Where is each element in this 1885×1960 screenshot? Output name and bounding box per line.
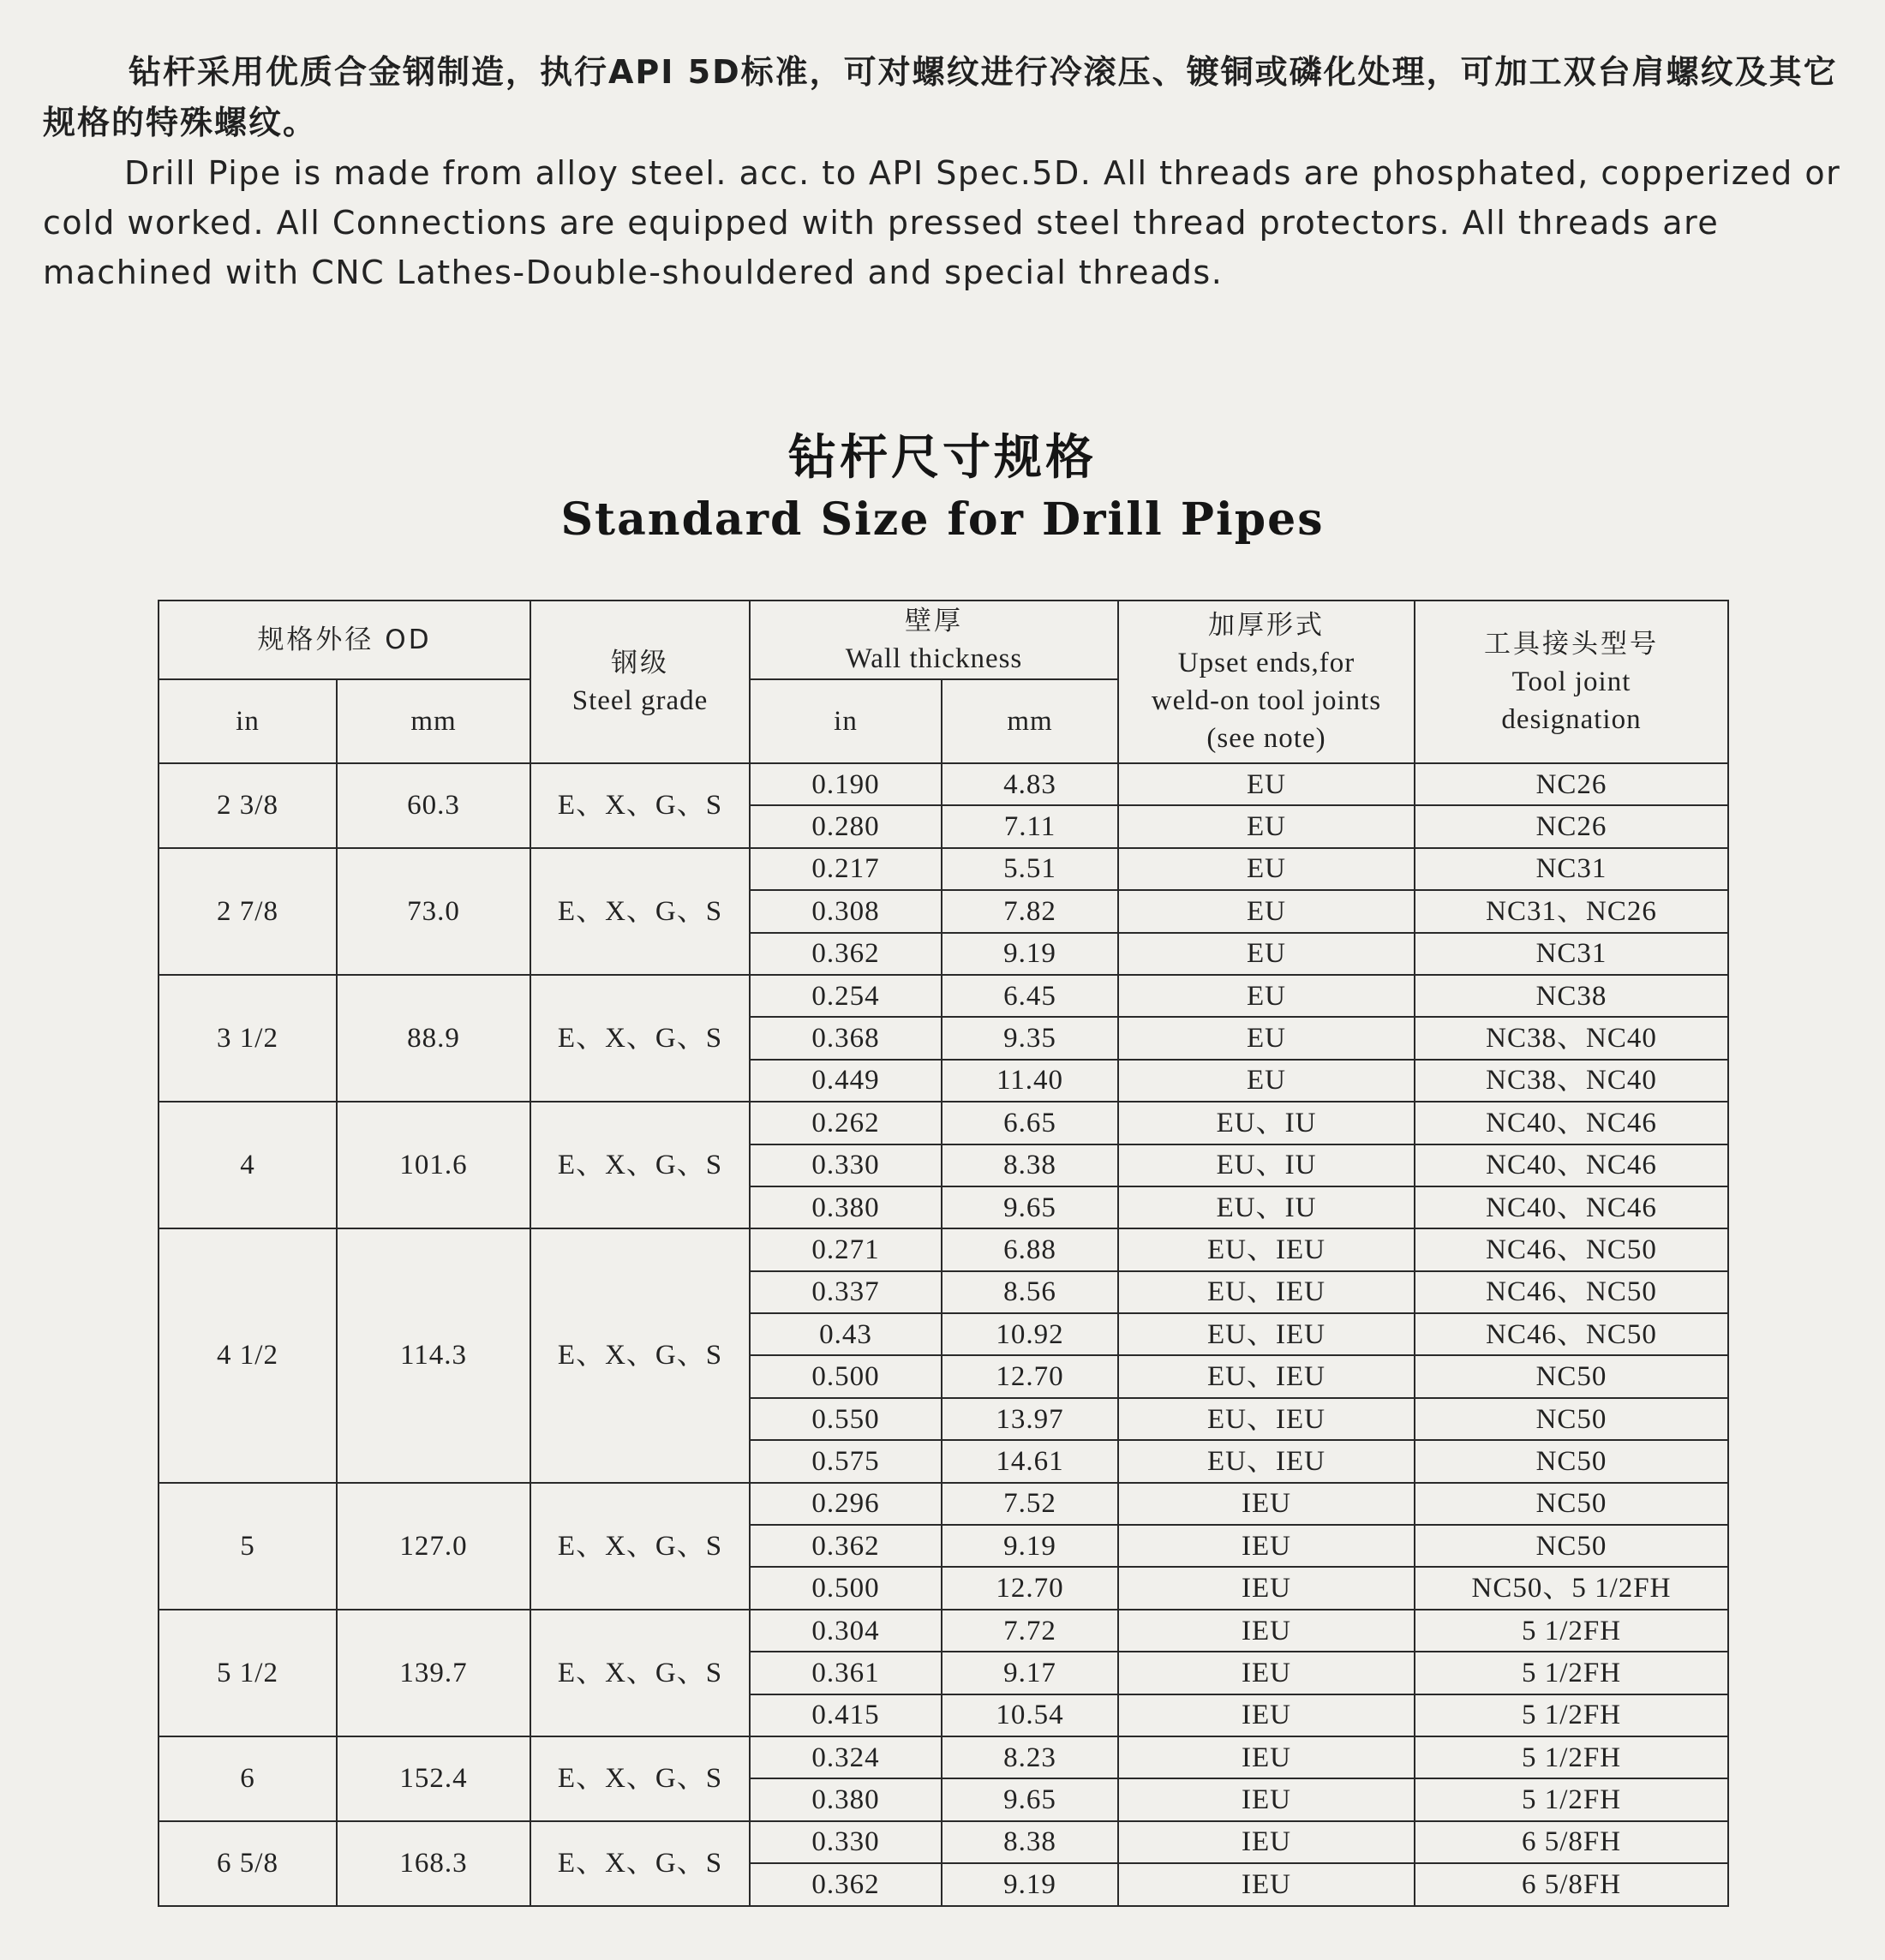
header-tool-en2: designation: [1501, 704, 1642, 735]
steel-grade-cell: E、X、G、S: [530, 1610, 750, 1736]
wall-in-cell: 0.362: [750, 1525, 942, 1567]
header-wall-in: in: [750, 679, 942, 763]
upset-cell: IEU: [1118, 1652, 1415, 1694]
upset-cell: EU、IEU: [1118, 1355, 1415, 1397]
upset-cell: EU、IU: [1118, 1102, 1415, 1144]
steel-grade-cell: E、X、G、S: [530, 1483, 750, 1610]
wall-mm-cell: 8.23: [942, 1736, 1118, 1778]
intro-section: [43, 47, 1851, 297]
wall-mm-cell: 10.92: [942, 1313, 1118, 1355]
wall-mm-cell: 10.54: [942, 1694, 1118, 1736]
upset-cell: EU、IEU: [1118, 1398, 1415, 1440]
header-od: [159, 601, 530, 679]
title-english: Standard Size for Drill Pipes: [560, 493, 1325, 546]
table-row: [159, 975, 1728, 1017]
steel-grade-cell: E、X、G、S: [530, 848, 750, 975]
header-tool-zh: 工具接头型号: [1484, 629, 1659, 660]
wall-in-cell: 0.308: [750, 890, 942, 932]
upset-cell: IEU: [1118, 1821, 1415, 1863]
upset-cell: EU、IEU: [1118, 1228, 1415, 1270]
wall-mm-cell: 9.19: [942, 1863, 1118, 1905]
wall-in-cell: 0.380: [750, 1186, 942, 1228]
tool-joint-cell: NC50: [1415, 1355, 1728, 1397]
tool-joint-cell: NC50: [1415, 1525, 1728, 1567]
tool-joint-cell: 5 1/2FH: [1415, 1652, 1728, 1694]
upset-cell: EU、IEU: [1118, 1440, 1415, 1482]
wall-mm-cell: 11.40: [942, 1060, 1118, 1102]
upset-cell: IEU: [1118, 1567, 1415, 1609]
tool-joint-cell: NC46、NC50: [1415, 1313, 1728, 1355]
wall-in-cell: 0.361: [750, 1652, 942, 1694]
upset-cell: EU: [1118, 1060, 1415, 1102]
od-mm-cell: 168.3: [337, 1821, 530, 1906]
upset-cell: EU、IU: [1118, 1186, 1415, 1228]
wall-in-cell: 0.271: [750, 1228, 942, 1270]
od-mm-cell: 101.6: [337, 1102, 530, 1228]
wall-in-cell: 0.362: [750, 1863, 942, 1905]
header-upset-zh: 加厚形式: [1208, 610, 1325, 641]
tool-joint-cell: 5 1/2FH: [1415, 1694, 1728, 1736]
wall-in-cell: 0.368: [750, 1017, 942, 1059]
tool-joint-cell: NC40、NC46: [1415, 1144, 1728, 1186]
table-header: [159, 601, 1728, 763]
tool-joint-cell: NC38: [1415, 975, 1728, 1017]
steel-grade-cell: E、X、G、S: [530, 975, 750, 1102]
tool-joint-cell: NC50: [1415, 1398, 1728, 1440]
tool-joint-cell: NC40、NC46: [1415, 1186, 1728, 1228]
od-mm-cell: 60.3: [337, 763, 530, 848]
wall-in-cell: 0.330: [750, 1821, 942, 1863]
header-upset-en2: weld-on tool joints: [1151, 685, 1382, 716]
header-wall-zh: 壁厚: [905, 606, 963, 636]
drill-pipe-spec-table: [158, 600, 1729, 1907]
wall-in-cell: 0.415: [750, 1694, 942, 1736]
table-title: [0, 424, 1885, 547]
steel-grade-cell: E、X、G、S: [530, 1736, 750, 1821]
upset-cell: EU: [1118, 933, 1415, 975]
tool-joint-cell: NC38、NC40: [1415, 1017, 1728, 1059]
wall-in-cell: 0.362: [750, 933, 942, 975]
wall-mm-cell: 6.65: [942, 1102, 1118, 1144]
tool-joint-cell: NC40、NC46: [1415, 1102, 1728, 1144]
wall-in-cell: 0.500: [750, 1355, 942, 1397]
upset-cell: EU: [1118, 1017, 1415, 1059]
od-mm-cell: 127.0: [337, 1483, 530, 1610]
table-row: [159, 763, 1728, 805]
od-mm-cell: 114.3: [337, 1228, 530, 1482]
upset-cell: IEU: [1118, 1778, 1415, 1820]
wall-mm-cell: 5.51: [942, 848, 1118, 890]
od-in-cell: 3 1/2: [159, 975, 337, 1102]
wall-mm-cell: 9.19: [942, 933, 1118, 975]
upset-cell: EU: [1118, 890, 1415, 932]
wall-in-cell: 0.550: [750, 1398, 942, 1440]
od-in-cell: 6 5/8: [159, 1821, 337, 1906]
wall-in-cell: 0.262: [750, 1102, 942, 1144]
wall-in-cell: 0.324: [750, 1736, 942, 1778]
tool-joint-cell: NC31: [1415, 933, 1728, 975]
tool-joint-cell: NC26: [1415, 805, 1728, 847]
wall-mm-cell: 14.61: [942, 1440, 1118, 1482]
upset-cell: IEU: [1118, 1610, 1415, 1652]
tool-joint-cell: 6 5/8FH: [1415, 1863, 1728, 1905]
header-upset-en3: (see note): [1206, 723, 1326, 754]
table-row: [159, 1821, 1728, 1863]
tool-joint-cell: NC26: [1415, 763, 1728, 805]
wall-mm-cell: 4.83: [942, 763, 1118, 805]
wall-mm-cell: 8.56: [942, 1271, 1118, 1313]
upset-cell: IEU: [1118, 1694, 1415, 1736]
od-in-cell: 4 1/2: [159, 1228, 337, 1482]
tool-joint-cell: 5 1/2FH: [1415, 1778, 1728, 1820]
header-grade-zh: 钢级: [611, 648, 669, 678]
tool-joint-cell: NC46、NC50: [1415, 1271, 1728, 1313]
tool-joint-cell: NC31: [1415, 848, 1728, 890]
tool-joint-cell: 5 1/2FH: [1415, 1610, 1728, 1652]
header-od-mm: mm: [337, 679, 530, 763]
wall-mm-cell: 9.35: [942, 1017, 1118, 1059]
upset-cell: EU、IEU: [1118, 1313, 1415, 1355]
header-steel-grade: [530, 601, 750, 763]
wall-mm-cell: 12.70: [942, 1567, 1118, 1609]
wall-mm-cell: 7.82: [942, 890, 1118, 932]
title-chinese: 钻杆尺寸规格: [788, 430, 1097, 486]
header-od-in: in: [159, 679, 337, 763]
wall-in-cell: 0.380: [750, 1778, 942, 1820]
upset-cell: IEU: [1118, 1483, 1415, 1525]
tool-joint-cell: NC50、5 1/2FH: [1415, 1567, 1728, 1609]
header-wall-en: Wall thickness: [845, 643, 1023, 674]
wall-mm-cell: 7.72: [942, 1610, 1118, 1652]
table-row: [159, 1483, 1728, 1525]
tool-joint-cell: 5 1/2FH: [1415, 1736, 1728, 1778]
wall-mm-cell: 9.65: [942, 1186, 1118, 1228]
wall-in-cell: 0.296: [750, 1483, 942, 1525]
table-row: [159, 1228, 1728, 1270]
steel-grade-cell: E、X、G、S: [530, 1102, 750, 1228]
tool-joint-cell: NC31、NC26: [1415, 890, 1728, 932]
wall-in-cell: 0.217: [750, 848, 942, 890]
tool-joint-cell: NC50: [1415, 1483, 1728, 1525]
wall-in-cell: 0.575: [750, 1440, 942, 1482]
steel-grade-cell: E、X、G、S: [530, 1228, 750, 1482]
upset-cell: EU: [1118, 848, 1415, 890]
od-in-cell: 5: [159, 1483, 337, 1610]
wall-in-cell: 0.337: [750, 1271, 942, 1313]
wall-mm-cell: 8.38: [942, 1821, 1118, 1863]
od-mm-cell: 73.0: [337, 848, 530, 975]
wall-in-cell: 0.190: [750, 763, 942, 805]
od-in-cell: 6: [159, 1736, 337, 1821]
table-row: [159, 1102, 1728, 1144]
table-row: [159, 1610, 1728, 1652]
wall-in-cell: 0.254: [750, 975, 942, 1017]
od-in-cell: 2 3/8: [159, 763, 337, 848]
od-in-cell: 2 7/8: [159, 848, 337, 975]
wall-mm-cell: 12.70: [942, 1355, 1118, 1397]
table-row: [159, 1736, 1728, 1778]
upset-cell: EU、IU: [1118, 1144, 1415, 1186]
table-row: [159, 848, 1728, 890]
wall-mm-cell: 9.17: [942, 1652, 1118, 1694]
tool-joint-cell: NC46、NC50: [1415, 1228, 1728, 1270]
intro-chinese-paragraph: 钻杆采用优质合金钢制造，执行API 5D标准，可对螺纹进行冷滚压、镀铜或磷化处理，可加工双台肩螺纹及其它规格的特殊螺纹。: [43, 53, 1838, 141]
wall-in-cell: 0.43: [750, 1313, 942, 1355]
table-body: [159, 763, 1728, 1906]
wall-in-cell: 0.280: [750, 805, 942, 847]
wall-mm-cell: 9.19: [942, 1525, 1118, 1567]
header-upset-ends: [1118, 601, 1415, 763]
upset-cell: EU: [1118, 763, 1415, 805]
header-wall-mm: mm: [942, 679, 1118, 763]
upset-cell: IEU: [1118, 1525, 1415, 1567]
od-mm-cell: 88.9: [337, 975, 530, 1102]
tool-joint-cell: 6 5/8FH: [1415, 1821, 1728, 1863]
wall-mm-cell: 7.52: [942, 1483, 1118, 1525]
steel-grade-cell: E、X、G、S: [530, 1821, 750, 1906]
od-mm-cell: 139.7: [337, 1610, 530, 1736]
upset-cell: IEU: [1118, 1736, 1415, 1778]
wall-mm-cell: 8.38: [942, 1144, 1118, 1186]
wall-in-cell: 0.449: [750, 1060, 942, 1102]
header-tool-en1: Tool joint: [1511, 666, 1631, 697]
intro-english-paragraph: Drill Pipe is made from alloy steel. acc. to API Spec.5D. All threads are phosphated, copperized or cold worked. All Connections are equipped with pressed steel thread protectors. All threads are machined with CNC Lathes-Double-shouldered and special threads.: [43, 154, 1841, 291]
header-grade-en: Steel grade: [571, 685, 709, 716]
wall-mm-cell: 6.88: [942, 1228, 1118, 1270]
od-in-cell: 4: [159, 1102, 337, 1228]
header-upset-en1: Upset ends,for: [1177, 648, 1355, 678]
upset-cell: IEU: [1118, 1863, 1415, 1905]
wall-mm-cell: 9.65: [942, 1778, 1118, 1820]
header-tool-joint: [1415, 601, 1728, 763]
wall-in-cell: 0.330: [750, 1144, 942, 1186]
wall-in-cell: 0.500: [750, 1567, 942, 1609]
tool-joint-cell: NC50: [1415, 1440, 1728, 1482]
upset-cell: EU: [1118, 975, 1415, 1017]
steel-grade-cell: E、X、G、S: [530, 763, 750, 848]
upset-cell: EU、IEU: [1118, 1271, 1415, 1313]
tool-joint-cell: NC38、NC40: [1415, 1060, 1728, 1102]
wall-mm-cell: 13.97: [942, 1398, 1118, 1440]
wall-mm-cell: 6.45: [942, 975, 1118, 1017]
wall-mm-cell: 7.11: [942, 805, 1118, 847]
od-in-cell: 5 1/2: [159, 1610, 337, 1736]
wall-in-cell: 0.304: [750, 1610, 942, 1652]
od-mm-cell: 152.4: [337, 1736, 530, 1821]
upset-cell: EU: [1118, 805, 1415, 847]
header-wall-thickness: [750, 601, 1118, 679]
header-od-label: 规格外径 OD: [257, 624, 432, 655]
